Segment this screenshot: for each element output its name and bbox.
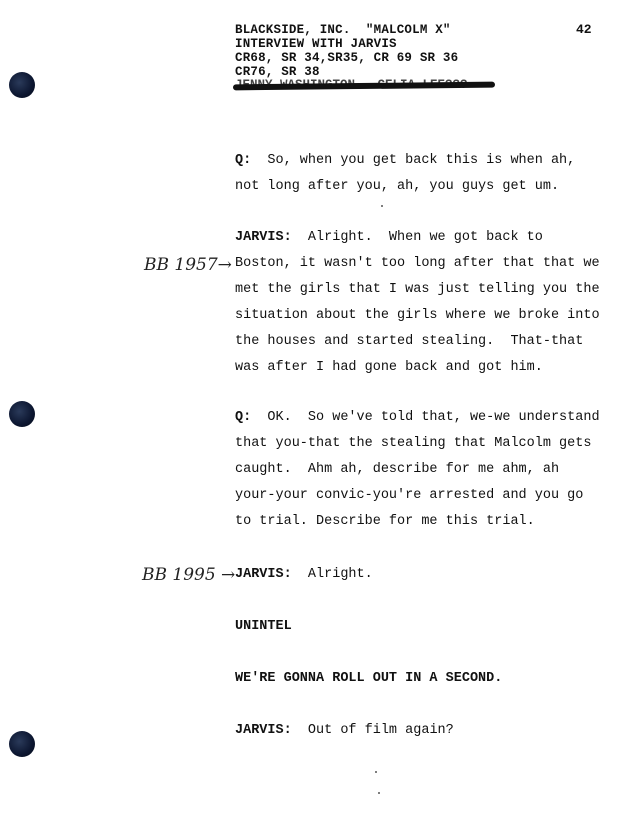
transcript-line: to trial. Describe for me this trial. — [235, 514, 535, 529]
transcript-line: Q: So, when you get back this is when ah, — [235, 153, 576, 168]
arrow-icon: → — [217, 255, 232, 275]
transcript-line: JARVIS: Alright. — [235, 567, 373, 582]
transcript-line: Boston, it wasn't too long after that that we — [235, 256, 600, 271]
transcript-line: JARVIS: Alright. When we got back to — [235, 230, 543, 245]
transcript-line: that you-that the stealing that Malcolm gets — [235, 436, 592, 451]
binder-hole — [9, 731, 35, 757]
transcript-line: not long after you, ah, you guys get um. — [235, 179, 560, 194]
transcript-line: was after I had gone back and got him. — [235, 360, 543, 375]
binder-hole — [9, 72, 35, 98]
transcript-line: JARVIS: Out of film again? — [235, 723, 454, 738]
transcript-line: met the girls that I was just telling you the — [235, 282, 600, 297]
header-line-2: INTERVIEW WITH JARVIS — [235, 37, 397, 51]
stage-note: WE'RE GONNA ROLL OUT IN A SECOND. — [235, 671, 503, 686]
header-line-4: CR76, SR 38 — [235, 65, 320, 79]
binder-hole — [9, 401, 35, 427]
speck — [381, 205, 383, 207]
handwritten-margin-note: BB 1957→ — [144, 255, 232, 275]
speck — [375, 771, 377, 773]
transcript-line: situation about the girls where we broke into — [235, 308, 600, 323]
transcript-line: the houses and started stealing. That-that — [235, 334, 584, 349]
page-number: 42 — [576, 22, 592, 37]
stage-note: UNINTEL — [235, 619, 292, 634]
header-line-1: BLACKSIDE, INC. "MALCOLM X" — [235, 23, 451, 37]
transcript-line: caught. Ahm ah, describe for me ahm, ah — [235, 462, 560, 477]
transcript-line: your-your convic-you're arrested and you go — [235, 488, 584, 503]
header-line-3: CR68, SR 34,SR35, CR 69 SR 36 — [235, 51, 459, 65]
arrow-icon: → — [215, 565, 236, 585]
speck — [378, 792, 380, 794]
transcript-line: Q: OK. So we've told that, we-we understand — [235, 410, 600, 425]
handwritten-margin-note: BB 1995 → — [142, 565, 236, 585]
